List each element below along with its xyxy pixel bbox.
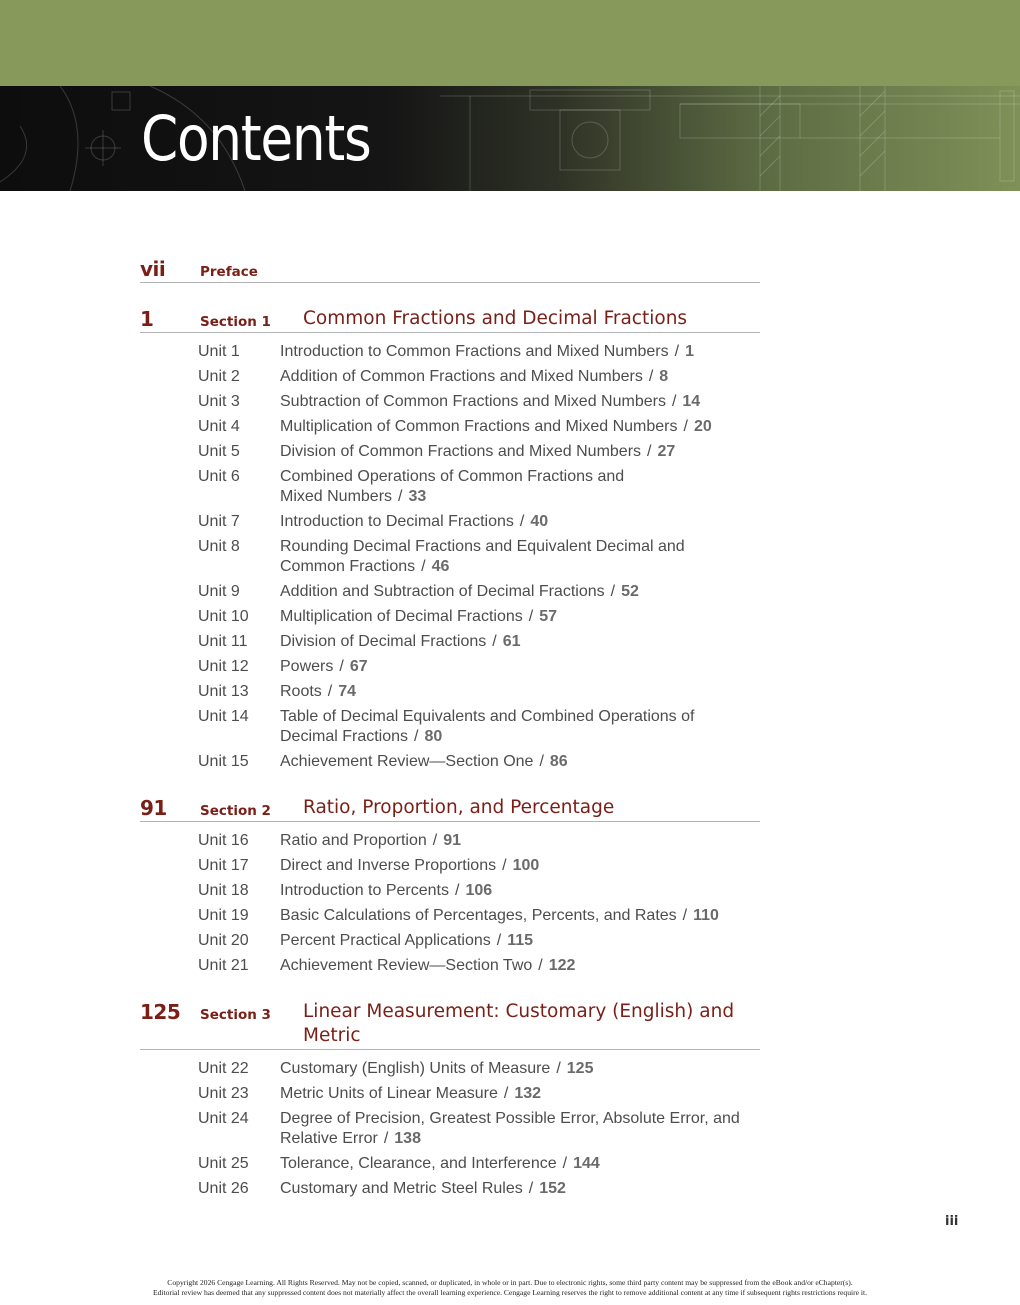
unit-row[interactable] xyxy=(140,1084,760,1104)
toc-preface[interactable] xyxy=(140,258,760,283)
unit-row[interactable] xyxy=(140,467,760,507)
unit-row[interactable] xyxy=(140,752,760,772)
unit-title: Table of Decimal Equivalents and Combined Operations of Decimal Fractions xyxy=(280,708,695,745)
unit-label: Unit 18 xyxy=(198,882,249,899)
unit-row[interactable] xyxy=(140,632,760,652)
unit-page: 144 xyxy=(573,1155,600,1172)
unit-page: 46 xyxy=(431,558,450,575)
copyright-line-2: Editorial review has deemed that any suppressed content does not materially affect the overall learning experience. Cengage Learning reserves the right to remove additional content at any time if subsequent rights restrictions require it. xyxy=(152,1288,868,1297)
unit-page: 40 xyxy=(530,513,549,530)
unit-label: Unit 9 xyxy=(198,583,240,600)
unit-title: Achievement Review—Section One xyxy=(280,753,534,770)
unit-label: Unit 14 xyxy=(198,708,249,725)
unit-row[interactable] xyxy=(140,931,760,951)
unit-label: Unit 20 xyxy=(198,932,249,949)
page-separator: / xyxy=(502,857,507,874)
unit-label: Unit 7 xyxy=(198,513,240,530)
section-title: Ratio, Proportion, and Percentage xyxy=(303,797,615,818)
unit-row[interactable] xyxy=(140,1179,760,1199)
unit-page: 106 xyxy=(465,882,493,899)
unit-title: Customary and Metric Steel Rules xyxy=(280,1180,523,1197)
section-1-units xyxy=(140,342,760,772)
unit-row[interactable] xyxy=(140,856,760,876)
toc-preface-page: vii xyxy=(140,257,166,281)
unit-label: Unit 23 xyxy=(198,1085,249,1102)
unit-page: 57 xyxy=(539,608,557,625)
section-3-units xyxy=(140,1059,760,1199)
unit-label: Unit 26 xyxy=(198,1180,249,1197)
unit-title: Metric Units of Linear Measure xyxy=(280,1085,498,1102)
unit-row[interactable] xyxy=(140,707,760,747)
page-separator: / xyxy=(556,1060,561,1077)
unit-title: Direct and Inverse Proportions xyxy=(280,857,497,874)
unit-page: 20 xyxy=(693,418,712,435)
unit-page: 86 xyxy=(549,753,568,770)
unit-label: Unit 13 xyxy=(198,683,249,700)
unit-title: Subtraction of Common Fractions and Mixed Numbers xyxy=(280,393,666,410)
unit-page: 110 xyxy=(693,907,719,924)
page-separator: / xyxy=(496,932,502,949)
page-separator: / xyxy=(503,1085,509,1102)
section-title: Common Fractions and Decimal Fractions xyxy=(303,308,688,329)
unit-label: Unit 19 xyxy=(198,907,249,924)
page-number: iii xyxy=(945,1214,959,1229)
page-separator: / xyxy=(398,488,403,505)
unit-label: Unit 16 xyxy=(198,832,249,849)
unit-page: 14 xyxy=(682,393,701,410)
unit-label: Unit 22 xyxy=(198,1060,249,1077)
page-separator: / xyxy=(647,443,652,460)
section-page: 91 xyxy=(140,796,167,820)
unit-title: Achievement Review—Section Two xyxy=(280,957,533,974)
unit-row[interactable] xyxy=(140,682,760,702)
page-separator: / xyxy=(414,728,419,745)
unit-row[interactable] xyxy=(140,831,760,851)
copyright-notice xyxy=(0,1278,1020,1298)
unit-title: Percent Practical Applications xyxy=(280,932,491,949)
page-separator: / xyxy=(562,1155,568,1172)
page-separator: / xyxy=(683,418,688,435)
unit-row[interactable] xyxy=(140,537,760,577)
copyright-line-1: Copyright 2026 Cengage Learning. All Rights Reserved. May not be copied, scanned, or duplicated, in whole or in part. Due to electronic rights, some third party content may be suppressed from the eBook and/or eChapter(s). xyxy=(167,1278,853,1287)
section-label: Section 3 xyxy=(200,1007,271,1023)
unit-page: 122 xyxy=(548,957,576,974)
section-page: 1 xyxy=(140,307,154,331)
unit-label: Unit 24 xyxy=(198,1110,249,1127)
unit-page: 52 xyxy=(621,583,639,600)
unit-page: 1 xyxy=(685,343,694,360)
unit-page: 67 xyxy=(349,658,368,675)
unit-title: Addition and Subtraction of Decimal Fractions xyxy=(280,583,605,600)
page-title: Contents xyxy=(141,102,371,175)
section-page: 125 xyxy=(140,1000,181,1024)
page-separator: / xyxy=(492,633,497,650)
unit-row[interactable] xyxy=(140,1109,760,1149)
unit-title: Multiplication of Common Fractions and Mixed Numbers xyxy=(280,418,678,435)
page-separator: / xyxy=(682,907,688,924)
unit-label: Unit 2 xyxy=(198,368,240,385)
unit-title: Addition of Common Fractions and Mixed Numbers xyxy=(280,368,643,385)
unit-page: 132 xyxy=(514,1085,542,1102)
unit-label: Unit 12 xyxy=(198,658,249,675)
unit-page: 8 xyxy=(659,368,669,385)
unit-row[interactable] xyxy=(140,657,760,677)
unit-label: Unit 8 xyxy=(198,538,240,555)
unit-row[interactable] xyxy=(140,956,760,976)
unit-label: Unit 15 xyxy=(198,753,249,770)
section-label: Section 2 xyxy=(200,803,271,819)
unit-page: 74 xyxy=(338,683,357,700)
unit-row[interactable] xyxy=(140,906,760,926)
page-separator: / xyxy=(528,1180,534,1197)
unit-label: Unit 5 xyxy=(198,443,240,460)
unit-row[interactable] xyxy=(140,342,760,362)
unit-title: Introduction to Percents xyxy=(280,882,449,899)
unit-title: Rounding Decimal Fractions and Equivalent Decimal and Common Fractions xyxy=(280,538,685,575)
unit-label: Unit 10 xyxy=(198,608,249,625)
unit-title: Roots xyxy=(280,683,322,700)
unit-title: Introduction to Decimal Fractions xyxy=(280,513,514,530)
unit-label: Unit 6 xyxy=(198,468,240,485)
unit-title: Powers xyxy=(280,658,334,675)
unit-label: Unit 17 xyxy=(198,857,249,874)
section-2-heading[interactable] xyxy=(140,797,760,822)
section-3-heading[interactable] xyxy=(140,1001,760,1050)
unit-title: Division of Decimal Fractions xyxy=(280,633,487,650)
page-separator: / xyxy=(519,513,525,530)
page-separator: / xyxy=(454,882,460,899)
toc-preface-label: Preface xyxy=(200,264,258,280)
unit-page: 138 xyxy=(394,1130,421,1147)
page-separator: / xyxy=(383,1130,389,1147)
unit-label: Unit 11 xyxy=(198,633,248,650)
unit-label: Unit 3 xyxy=(198,393,240,410)
unit-row[interactable] xyxy=(140,607,760,627)
page-separator: / xyxy=(539,753,544,770)
unit-page: 91 xyxy=(443,832,462,849)
unit-row[interactable] xyxy=(140,392,760,412)
header-banner-top xyxy=(0,0,1020,86)
section-label: Section 1 xyxy=(200,314,271,330)
unit-title: Degree of Precision, Greatest Possible Error, Absolute Error, and Relative Error xyxy=(280,1110,740,1147)
unit-row[interactable] xyxy=(140,582,760,602)
page-separator: / xyxy=(327,683,333,700)
table-of-contents xyxy=(140,258,760,1204)
unit-label: Unit 1 xyxy=(198,343,240,360)
unit-row[interactable] xyxy=(140,417,760,437)
unit-title: Basic Calculations of Percentages, Percents, and Rates xyxy=(280,907,677,924)
page-separator: / xyxy=(610,583,616,600)
page-separator: / xyxy=(674,343,680,360)
unit-row[interactable] xyxy=(140,881,760,901)
section-2-units xyxy=(140,831,760,976)
unit-title: Division of Common Fractions and Mixed Numbers xyxy=(280,443,642,460)
section-title: Linear Measurement: Customary (English) and Metric xyxy=(303,1001,735,1046)
unit-page: 61 xyxy=(502,633,521,650)
unit-label: Unit 4 xyxy=(198,418,240,435)
unit-page: 80 xyxy=(424,728,443,745)
page-separator: / xyxy=(421,558,426,575)
unit-label: Unit 25 xyxy=(198,1155,249,1172)
unit-row[interactable] xyxy=(140,442,760,462)
unit-title: Introduction to Common Fractions and Mixed Numbers xyxy=(280,343,669,360)
unit-page: 115 xyxy=(507,932,534,949)
unit-page: 100 xyxy=(512,857,540,874)
unit-row[interactable] xyxy=(140,512,760,532)
unit-row[interactable] xyxy=(140,367,760,387)
page-separator: / xyxy=(432,832,438,849)
page-separator: / xyxy=(671,393,677,410)
page-separator: / xyxy=(528,608,534,625)
page-separator: / xyxy=(648,368,654,385)
unit-title: Tolerance, Clearance, and Interference xyxy=(280,1155,557,1172)
unit-row[interactable] xyxy=(140,1059,760,1079)
unit-title: Multiplication of Decimal Fractions xyxy=(280,608,523,625)
section-1-heading[interactable] xyxy=(140,308,760,333)
unit-title: Customary (English) Units of Measure xyxy=(280,1060,551,1077)
unit-page: 125 xyxy=(566,1060,594,1077)
unit-title: Combined Operations of Common Fractions and Mixed Numbers xyxy=(280,468,625,505)
unit-page: 27 xyxy=(657,443,676,460)
unit-title: Ratio and Proportion xyxy=(280,832,427,849)
page-separator: / xyxy=(538,957,543,974)
unit-page: 152 xyxy=(539,1180,566,1197)
unit-page: 33 xyxy=(408,488,427,505)
page-separator: / xyxy=(339,658,344,675)
unit-row[interactable] xyxy=(140,1154,760,1174)
unit-label: Unit 21 xyxy=(198,957,249,974)
